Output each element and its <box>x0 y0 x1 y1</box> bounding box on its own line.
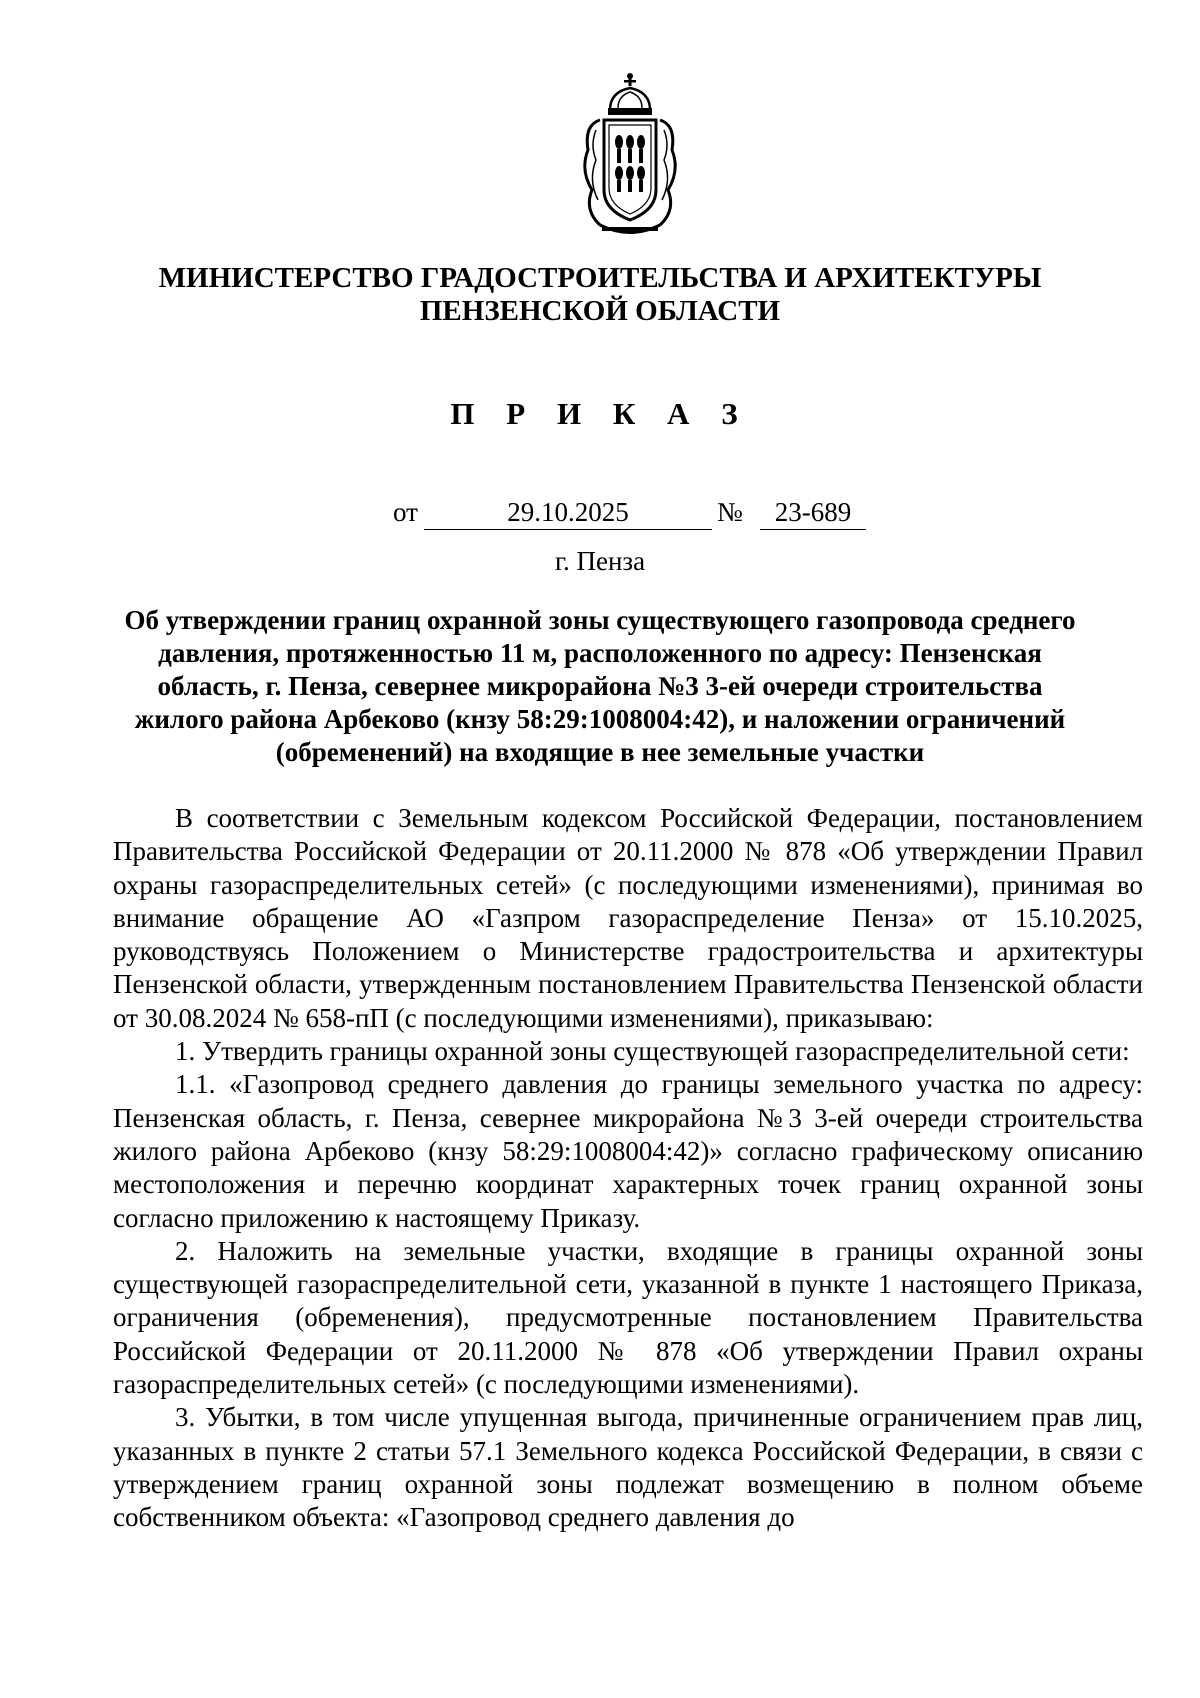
paragraph-1: 1. Утвердить границы охранной зоны существующей газораспределительной сети: <box>175 1036 1130 1067</box>
paragraph-preamble: В соответствии с Земельным кодексом Российской Федерации, постановлением Правительства Российской Федерации от 20.11.2000 № 878 «Об утверждении Правил охраны газораспределительных сетей» (с последующими изменениями), принимая во внимание обращение АО «Газпром газораспределение Пенза» от 15.10.2025, руководствуясь Положением о Министерстве градостроительства и архитектуры Пензенской области, утвержденным постановлением Правительства Пензенской области от 30.08.2024 № 658-пП (с последующими изменениями), приказываю: <box>113 803 1143 1033</box>
paragraph-2: 2. Наложить на земельные участки, входящие в границы охранной зоны существующей газораспределительной сети, указанной в пункте 1 настоящего Приказа, ограничения (обременения), предусмотренные постановлением Правительства Российской Федерации от 20.11.2000 № 878 «Об утверждении Правил охраны газораспределительных сетей» (с последующими изменениями). <box>113 1235 1143 1400</box>
ministry-name-line1: МИНИСТЕРСТВО ГРАДОСТРОИТЕЛЬСТВА И АРХИТЕКТУРЫ <box>158 262 1042 294</box>
document-body <box>113 802 1143 1535</box>
paragraph-3: 3. Убытки, в том числе упущенная выгода, причиненные ограничением прав лиц, указанных в пункте 2 статьи 57.1 Земельного кодекса Российской Федерации, в связи с утверждением границ охранной зоны подлежат возмещению в полном объеме собственником объекта: «Газопровод среднего давления до <box>113 1402 1143 1533</box>
ministry-name-line2: ПЕНЗЕНСКОЙ ОБЛАСТИ <box>419 295 781 327</box>
document-title: Об утверждении границ охранной зоны существующего газопровода среднего давления, протяженностью 11 м, расположенного по адресу: Пензенская область, г. Пенза, севернее микрорайона №3 3-ей очереди строительства жилого района Арбеково (кнзу 58:29:1008004:42), и наложении ограничений (обременений) на входящие в нее земельные участки <box>124 605 1076 767</box>
date-number-line <box>0 497 1200 533</box>
number-label: № <box>717 497 743 527</box>
city: г. Пенза <box>554 546 646 576</box>
document-date: 29.10.2025 <box>424 497 712 530</box>
date-label: от <box>393 497 418 527</box>
paragraph-1-1: 1.1. «Газопровод среднего давления до границы земельного участка по адресу: Пензенская область, г. Пенза, севернее микрорайона №3 3-ей очереди строительства жилого района Арбеково (кнзу 58:29:1008004:42)» согласно графическому описанию местоположения и перечню координат характерных точек границ охранной зоны согласно приложению к настоящему Приказу. <box>113 1069 1143 1233</box>
coat-of-arms-icon <box>570 70 690 240</box>
document-number: 23-689 <box>760 497 866 530</box>
document-type-heading: П Р И К А З <box>450 396 750 431</box>
